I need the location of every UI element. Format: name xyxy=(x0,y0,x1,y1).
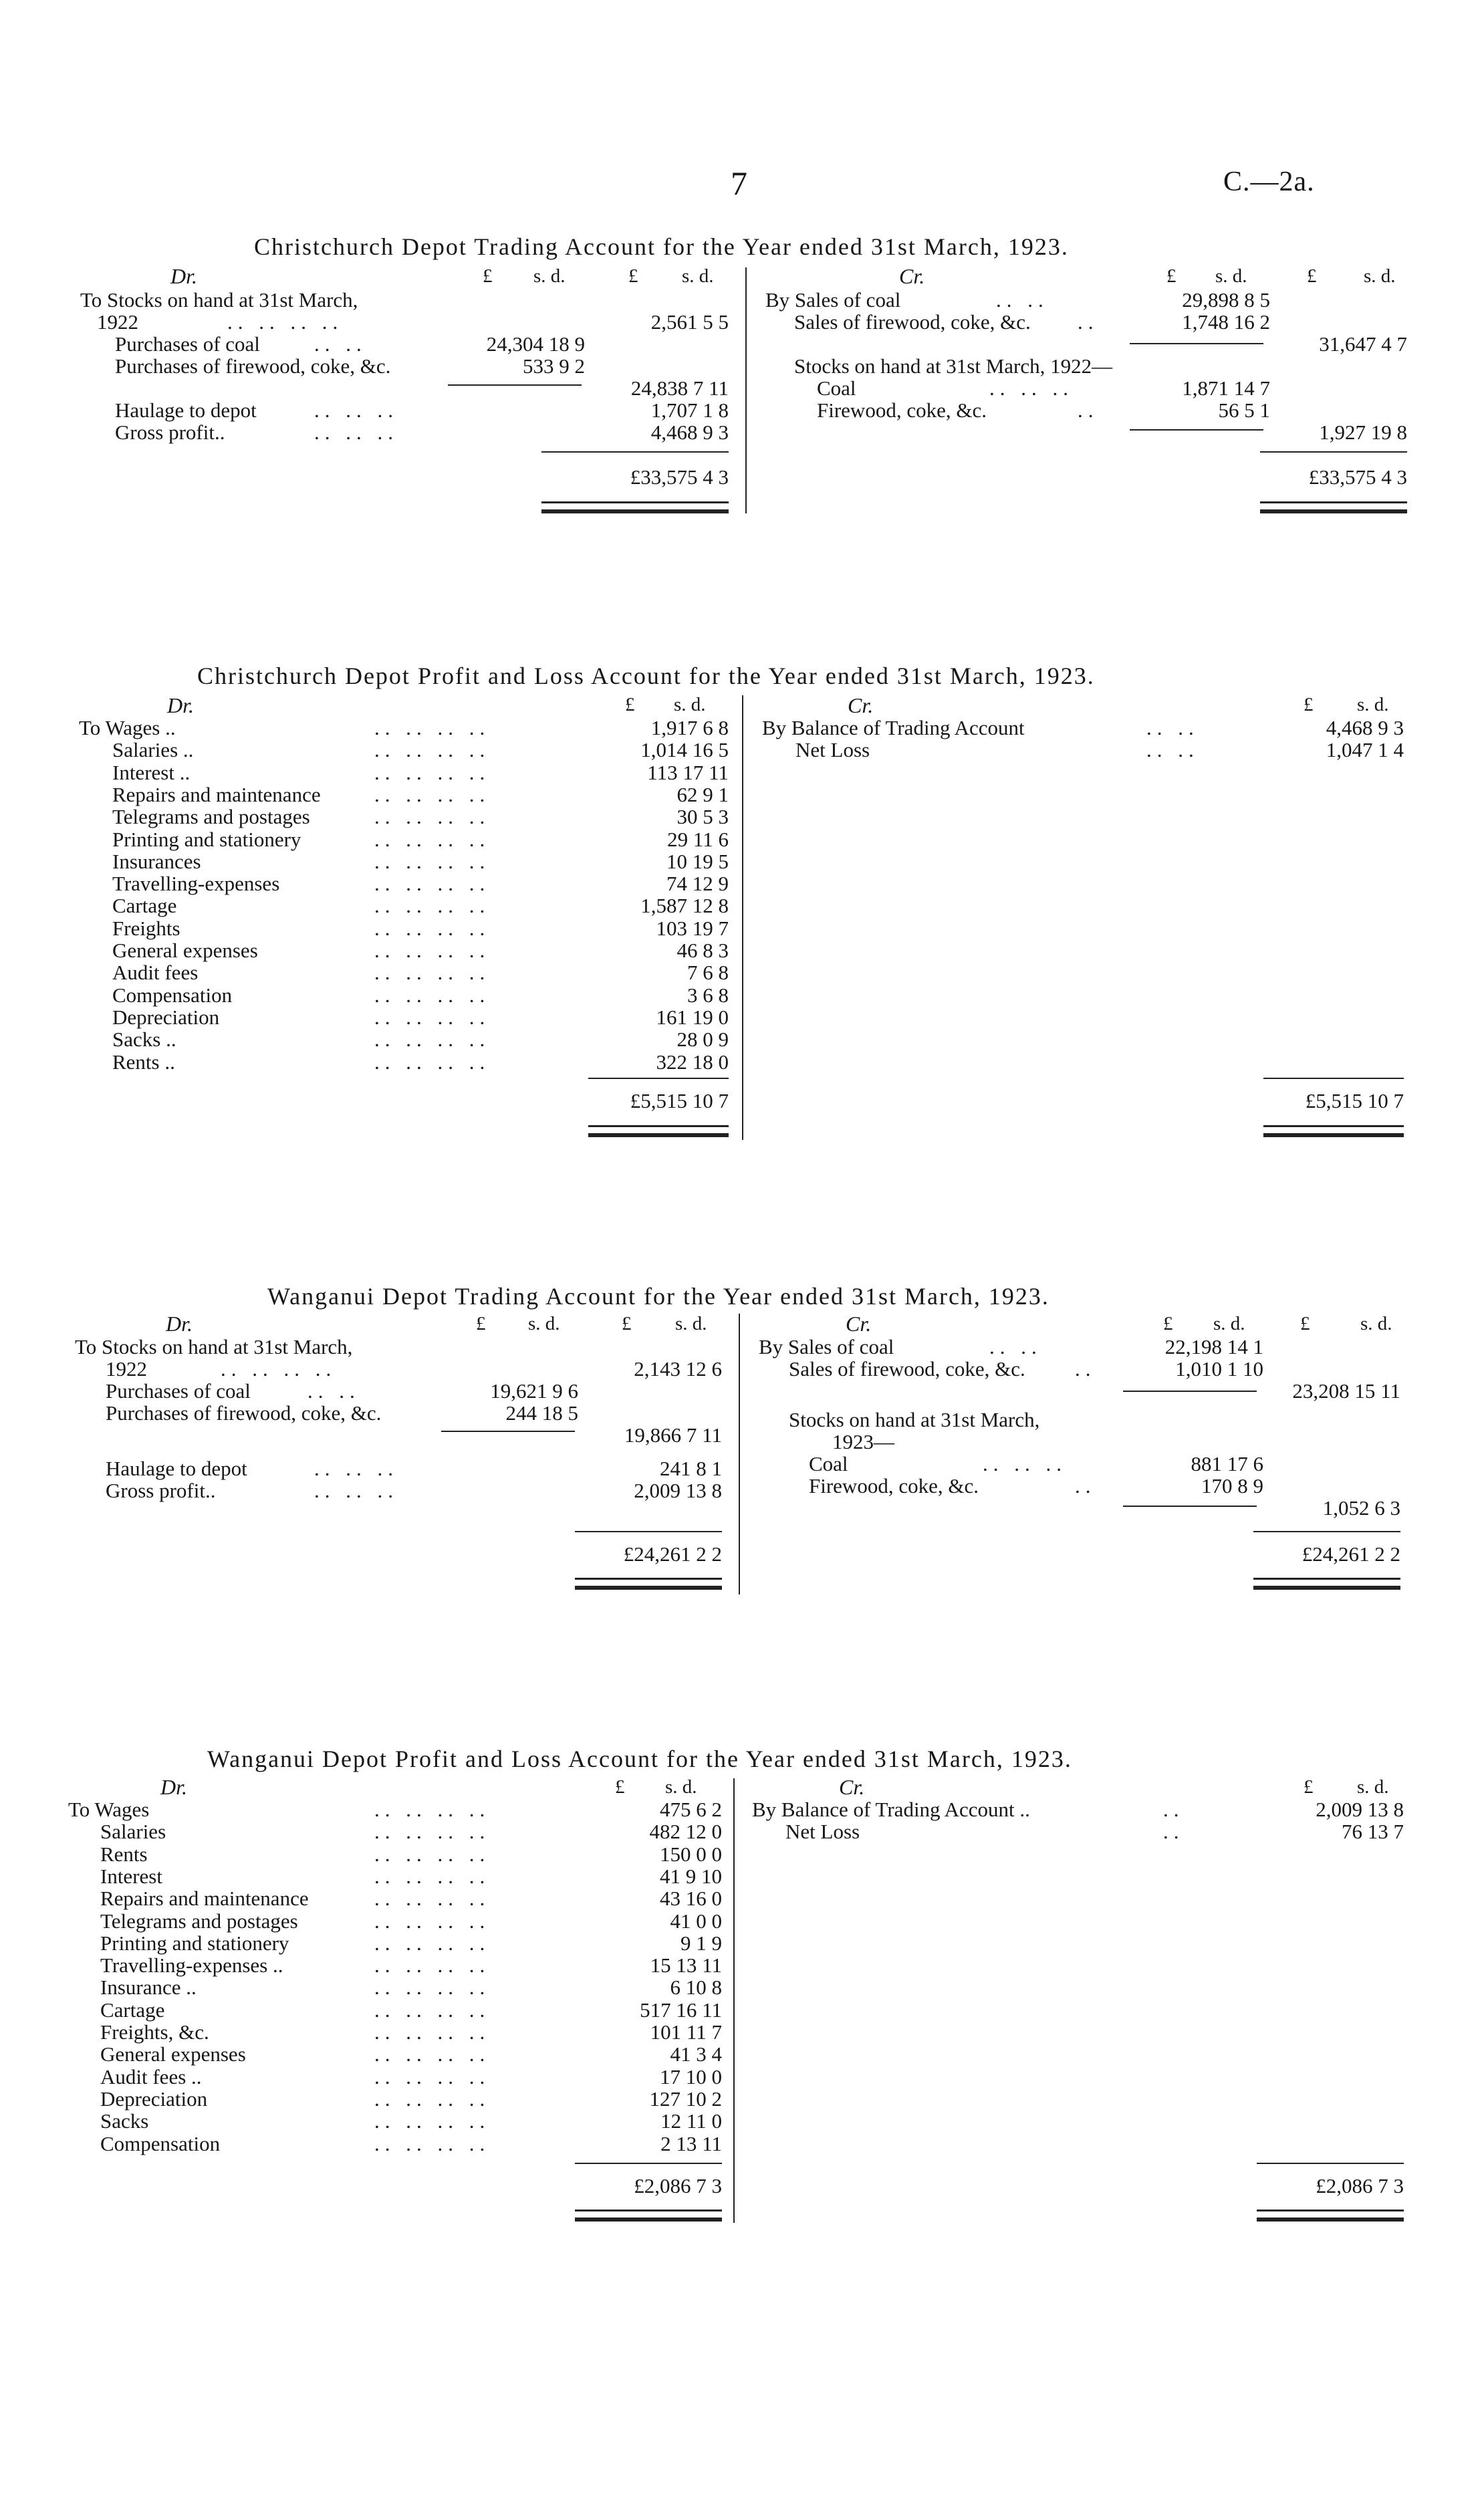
total: £5,515 10 7 xyxy=(1305,1089,1404,1112)
rule xyxy=(575,1531,722,1532)
leader-dots: .. .. .. .. xyxy=(374,2064,491,2088)
double-rule xyxy=(541,501,729,513)
leader-dots: .. .. .. .. xyxy=(374,961,491,985)
leader-dots: .. .. .. .. xyxy=(374,1864,491,1888)
rule xyxy=(1253,1531,1400,1532)
row-label: Salaries .. xyxy=(112,738,194,762)
col-pound: £ xyxy=(1166,265,1177,287)
row-label: Purchases of firewood, coke, &c. xyxy=(115,354,391,378)
col-pound: £ xyxy=(615,1776,625,1798)
amount: 19,621 9 6 xyxy=(490,1379,578,1403)
row-label: Travelling-expenses .. xyxy=(100,1953,283,1978)
row-label: Repairs and maintenance xyxy=(100,1887,309,1911)
row-label: General expenses xyxy=(112,939,258,962)
row-label: Rents xyxy=(100,1842,148,1866)
amount: 1,587 12 8 xyxy=(640,894,729,918)
amount: 30 5 3 xyxy=(676,805,729,829)
rule xyxy=(1263,1078,1404,1079)
row-label: Audit fees xyxy=(112,961,199,985)
row-label: 1922 xyxy=(106,1357,147,1381)
row-label: By Sales of coal xyxy=(765,288,901,312)
leader-dots: .. xyxy=(1078,310,1099,334)
row-label: Printing and stationery xyxy=(112,827,301,851)
leader-dots: .. .. .. .. xyxy=(374,2042,491,2066)
col-sd: s. d. xyxy=(1364,265,1396,287)
document-reference: C.—2a. xyxy=(1223,166,1315,197)
amount: 41 3 4 xyxy=(670,2042,722,2066)
amount: 56 5 1 xyxy=(1218,398,1270,422)
amount: 4,468 9 3 xyxy=(1326,716,1404,739)
row-label: Depreciation xyxy=(112,1005,220,1029)
leader-dots: .. .. .. xyxy=(314,1479,398,1502)
rule xyxy=(448,384,582,386)
amount: 2 13 11 xyxy=(660,2131,722,2155)
amount: 22,198 14 1 xyxy=(1164,1335,1263,1358)
leader-dots: .. .. .. .. xyxy=(374,1842,491,1866)
row-label: To Wages xyxy=(68,1798,150,1821)
leader-dots: .. .. .. xyxy=(983,1452,1067,1475)
row-label: Travelling-expenses xyxy=(112,872,280,896)
leader-dots: .. .. xyxy=(307,1379,360,1403)
divider xyxy=(742,695,743,1140)
amount: 881 17 6 xyxy=(1191,1452,1263,1475)
col-sd: s. d. xyxy=(1357,1776,1389,1798)
row-label: Sacks xyxy=(100,2109,149,2133)
leader-dots: .. .. .. .. xyxy=(374,1798,491,1821)
credit-heading: Cr. xyxy=(899,264,925,288)
row-label: Sacks .. xyxy=(112,1028,176,1052)
amount: 1,748 16 2 xyxy=(1182,310,1270,334)
row-label: Net Loss xyxy=(785,1820,860,1844)
leader-dots: .. .. .. xyxy=(989,376,1074,400)
col-pound: £ xyxy=(1304,1776,1314,1798)
rule xyxy=(1123,1506,1257,1507)
row-label: Audit fees .. xyxy=(100,2064,202,2088)
row-label: Purchases of coal xyxy=(115,332,260,356)
amount: 74 12 9 xyxy=(666,872,729,896)
amount: 46 8 3 xyxy=(676,939,729,962)
debit-heading: Dr. xyxy=(170,264,198,288)
amount: 4,468 9 3 xyxy=(650,421,729,444)
rule xyxy=(541,451,729,453)
amount: 41 9 10 xyxy=(660,1864,722,1888)
row-label: Haulage to depot xyxy=(106,1457,247,1480)
row-label: Freights xyxy=(112,916,180,940)
amount: 19,866 7 11 xyxy=(624,1423,722,1447)
leader-dots: .. xyxy=(1163,1820,1185,1844)
amount: 17 10 0 xyxy=(660,2064,722,2088)
row-label: Compensation xyxy=(112,983,233,1007)
amount: 1,917 6 8 xyxy=(650,716,729,739)
leader-dots: .. .. .. .. xyxy=(374,1931,491,1955)
amount: 1,927 19 8 xyxy=(1319,421,1407,444)
leader-dots: .. .. xyxy=(314,332,367,356)
amount: 1,871 14 7 xyxy=(1182,376,1270,400)
leader-dots: .. .. .. .. xyxy=(374,738,491,762)
rule xyxy=(1130,429,1263,431)
row-label: Net Loss xyxy=(795,738,870,762)
leader-dots: .. .. .. .. xyxy=(374,849,491,873)
page-number: 7 xyxy=(731,164,747,202)
leader-dots: .. xyxy=(1078,398,1099,422)
amount: 482 12 0 xyxy=(649,1820,722,1844)
amount: 24,304 18 9 xyxy=(486,332,585,356)
row-label: Coal xyxy=(809,1452,848,1475)
row-label: Telegrams and postages xyxy=(100,1909,298,1933)
rule xyxy=(1257,2163,1404,2164)
amount: 43 16 0 xyxy=(660,1887,722,1911)
amount: 1,052 6 3 xyxy=(1322,1496,1400,1520)
col-pound: £ xyxy=(1307,265,1317,287)
amount: 29,898 8 5 xyxy=(1182,288,1270,312)
credit-heading: Cr. xyxy=(839,1775,865,1799)
row-label: To Wages .. xyxy=(79,716,176,739)
row-label: General expenses xyxy=(100,2042,246,2066)
row-label: Haulage to depot xyxy=(115,398,257,422)
leader-dots: .. .. .. .. xyxy=(374,1050,491,1074)
amount: 322 18 0 xyxy=(656,1050,729,1074)
leader-dots: .. .. .. .. xyxy=(374,782,491,806)
leader-dots: .. .. .. xyxy=(314,1457,398,1480)
section-title: Wanganui Depot Profit and Loss Account for the Year ended 31st March, 1923. xyxy=(207,1746,1072,1772)
leader-dots: .. .. .. .. xyxy=(374,1820,491,1844)
double-rule xyxy=(575,1578,722,1590)
rule xyxy=(441,1431,575,1432)
row-label: 1922 xyxy=(97,310,138,334)
amount: 28 0 9 xyxy=(676,1028,729,1052)
amount: 1,010 1 10 xyxy=(1175,1357,1263,1381)
leader-dots: .. .. .. .. xyxy=(374,894,491,918)
leader-dots: .. .. xyxy=(989,1335,1042,1358)
amount: 24,838 7 11 xyxy=(630,376,729,400)
amount: 7 6 8 xyxy=(687,961,729,985)
col-sd: s. d. xyxy=(1357,694,1389,715)
row-label: Sales of firewood, coke, &c. xyxy=(794,310,1031,334)
amount: 10 19 5 xyxy=(666,849,729,873)
col-pound: £ xyxy=(483,265,493,287)
row-label: Rents .. xyxy=(112,1050,175,1074)
total: £5,515 10 7 xyxy=(630,1089,729,1112)
row-label: Coal xyxy=(817,376,856,400)
leader-dots: .. .. .. .. xyxy=(227,310,344,334)
amount: 2,143 12 6 xyxy=(634,1357,722,1381)
col-sd: s. d. xyxy=(665,1776,697,1798)
col-sd: s. d. xyxy=(1360,1313,1392,1334)
col-pound: £ xyxy=(625,694,635,715)
row-label: To Stocks on hand at 31st March, xyxy=(80,288,358,312)
amount: 475 6 2 xyxy=(660,1798,722,1821)
total: £2,086 7 3 xyxy=(1316,2174,1404,2197)
leader-dots: .. .. .. .. xyxy=(374,1887,491,1911)
amount: 15 13 11 xyxy=(650,1953,722,1978)
leader-dots: .. .. .. .. xyxy=(374,2020,491,2044)
leader-dots: .. .. .. .. xyxy=(374,2131,491,2155)
amount: 29 11 6 xyxy=(667,827,729,851)
amount: 9 1 9 xyxy=(681,1931,722,1955)
col-pound: £ xyxy=(476,1313,486,1334)
leader-dots: .. xyxy=(1075,1357,1096,1381)
row-label: Firewood, coke, &c. xyxy=(817,398,987,422)
double-rule xyxy=(1257,2209,1404,2222)
amount: 533 9 2 xyxy=(523,354,585,378)
divider xyxy=(733,1778,735,2223)
leader-dots: .. .. xyxy=(1146,738,1199,762)
rule xyxy=(588,1078,729,1079)
section-title: Christchurch Depot Profit and Loss Account for the Year ended 31st March, 1923. xyxy=(197,663,1095,689)
amount: 1,047 1 4 xyxy=(1326,738,1404,762)
section-title: Wanganui Depot Trading Account for the Year ended 31st March, 1923. xyxy=(267,1283,1049,1310)
leader-dots: .. .. .. .. xyxy=(374,939,491,962)
row-label: Purchases of coal xyxy=(106,1379,251,1403)
row-label: By Sales of coal xyxy=(759,1335,894,1358)
col-pound: £ xyxy=(1163,1313,1173,1334)
row-label: Repairs and maintenance xyxy=(112,782,321,806)
rule xyxy=(1123,1391,1257,1392)
col-sd: s. d. xyxy=(533,265,566,287)
row-label: Compensation xyxy=(100,2131,221,2155)
debit-heading: Dr. xyxy=(167,693,195,717)
col-pound: £ xyxy=(1304,694,1314,715)
row-label: Stocks on hand at 31st March, 1922— xyxy=(794,354,1113,378)
rule xyxy=(1130,343,1263,344)
amount: 62 9 1 xyxy=(676,782,729,806)
debit-heading: Dr. xyxy=(166,1312,193,1336)
col-pound: £ xyxy=(628,265,638,287)
row-label: Sales of firewood, coke, &c. xyxy=(789,1357,1025,1381)
row-label: Stocks on hand at 31st March, xyxy=(789,1408,1040,1431)
row-label: By Balance of Trading Account .. xyxy=(752,1798,1030,1821)
col-sd: s. d. xyxy=(682,265,714,287)
double-rule xyxy=(588,1125,729,1137)
col-sd: s. d. xyxy=(675,1313,707,1334)
leader-dots: .. .. .. .. xyxy=(374,916,491,940)
credit-heading: Cr. xyxy=(848,693,874,717)
total: £33,575 4 3 xyxy=(1308,465,1407,489)
amount: 170 8 9 xyxy=(1201,1474,1263,1498)
leader-dots: .. .. .. xyxy=(314,421,398,444)
amount: 23,208 15 11 xyxy=(1292,1379,1400,1403)
leader-dots: .. xyxy=(1075,1474,1096,1498)
row-label: Gross profit.. xyxy=(106,1479,216,1502)
leader-dots: .. .. .. .. xyxy=(374,1953,491,1978)
leader-dots: .. .. .. .. xyxy=(374,1005,491,1029)
leader-dots: .. xyxy=(1163,1798,1185,1821)
divider xyxy=(739,1314,740,1594)
leader-dots: .. .. .. .. xyxy=(374,1976,491,2000)
leader-dots: .. .. .. xyxy=(314,398,398,422)
rule xyxy=(575,2163,722,2164)
rule xyxy=(1260,451,1407,453)
row-label: Telegrams and postages xyxy=(112,805,310,829)
total: £33,575 4 3 xyxy=(630,465,729,489)
amount: 76 13 7 xyxy=(1342,1820,1404,1844)
total: £24,261 2 2 xyxy=(1302,1542,1400,1566)
row-label: Purchases of firewood, coke, &c. xyxy=(106,1401,382,1425)
amount: 1,014 16 5 xyxy=(640,738,729,762)
amount: 2,009 13 8 xyxy=(634,1479,722,1502)
amount: 1,707 1 8 xyxy=(650,398,729,422)
amount: 103 19 7 xyxy=(656,916,729,940)
amount: 12 11 0 xyxy=(660,2109,722,2133)
col-sd: s. d. xyxy=(674,694,706,715)
leader-dots: .. .. .. .. xyxy=(374,716,491,739)
row-label: Firewood, coke, &c. xyxy=(809,1474,979,1498)
row-label: Printing and stationery xyxy=(100,1931,289,1955)
col-pound: £ xyxy=(1300,1313,1310,1334)
col-sd: s. d. xyxy=(528,1313,560,1334)
amount: 150 0 0 xyxy=(660,1842,722,1866)
row-label: Insurances xyxy=(112,849,201,873)
row-label: Cartage xyxy=(112,894,177,918)
leader-dots: .. .. .. .. xyxy=(374,872,491,896)
row-label: Cartage xyxy=(100,1998,165,2022)
col-sd: s. d. xyxy=(1215,265,1247,287)
leader-dots: .. .. .. .. xyxy=(221,1357,337,1381)
leader-dots: .. .. .. .. xyxy=(374,760,491,784)
double-rule xyxy=(1253,1578,1400,1590)
leader-dots: .. .. .. .. xyxy=(374,827,491,851)
col-pound: £ xyxy=(622,1313,632,1334)
amount: 31,647 4 7 xyxy=(1319,332,1407,356)
row-label: Interest .. xyxy=(112,760,191,784)
amount: 41 0 0 xyxy=(670,1909,722,1933)
amount: 517 16 11 xyxy=(640,1998,722,2022)
amount: 2,561 5 5 xyxy=(650,310,729,334)
row-label: Salaries xyxy=(100,1820,166,1844)
amount: 2,009 13 8 xyxy=(1316,1798,1404,1821)
row-label: By Balance of Trading Account xyxy=(762,716,1025,739)
amount: 244 18 5 xyxy=(505,1401,578,1425)
section-title: Christchurch Depot Trading Account for the Year ended 31st March, 1923. xyxy=(254,233,1069,260)
amount: 113 17 11 xyxy=(647,760,729,784)
total: £2,086 7 3 xyxy=(634,2174,722,2197)
leader-dots: .. .. .. .. xyxy=(374,1028,491,1052)
amount: 3 6 8 xyxy=(687,983,729,1007)
credit-heading: Cr. xyxy=(846,1312,872,1336)
row-label: To Stocks on hand at 31st March, xyxy=(75,1335,353,1358)
row-label: Insurance .. xyxy=(100,1976,197,2000)
col-sd: s. d. xyxy=(1213,1313,1245,1334)
leader-dots: .. .. .. .. xyxy=(374,1998,491,2022)
double-rule xyxy=(1260,501,1407,513)
total: £24,261 2 2 xyxy=(623,1542,722,1566)
leader-dots: .. .. .. .. xyxy=(374,2086,491,2111)
row-label: Gross profit.. xyxy=(115,421,225,444)
leader-dots: .. .. xyxy=(996,288,1049,312)
leader-dots: .. .. xyxy=(1146,716,1199,739)
row-label: Interest xyxy=(100,1864,162,1888)
double-rule xyxy=(1263,1125,1404,1137)
double-rule xyxy=(575,2209,722,2222)
amount: 161 19 0 xyxy=(656,1005,729,1029)
leader-dots: .. .. .. .. xyxy=(374,2109,491,2133)
row-label: Freights, &c. xyxy=(100,2020,209,2044)
row-label: 1923— xyxy=(832,1430,894,1453)
row-label: Depreciation xyxy=(100,2086,208,2111)
divider xyxy=(745,267,747,513)
amount: 241 8 1 xyxy=(660,1457,722,1480)
leader-dots: .. .. .. .. xyxy=(374,983,491,1007)
debit-heading: Dr. xyxy=(160,1775,188,1799)
leader-dots: .. .. .. .. xyxy=(374,1909,491,1933)
amount: 6 10 8 xyxy=(670,1976,722,2000)
leader-dots: .. .. .. .. xyxy=(374,805,491,829)
amount: 127 10 2 xyxy=(649,2086,722,2111)
amount: 101 11 7 xyxy=(650,2020,722,2044)
